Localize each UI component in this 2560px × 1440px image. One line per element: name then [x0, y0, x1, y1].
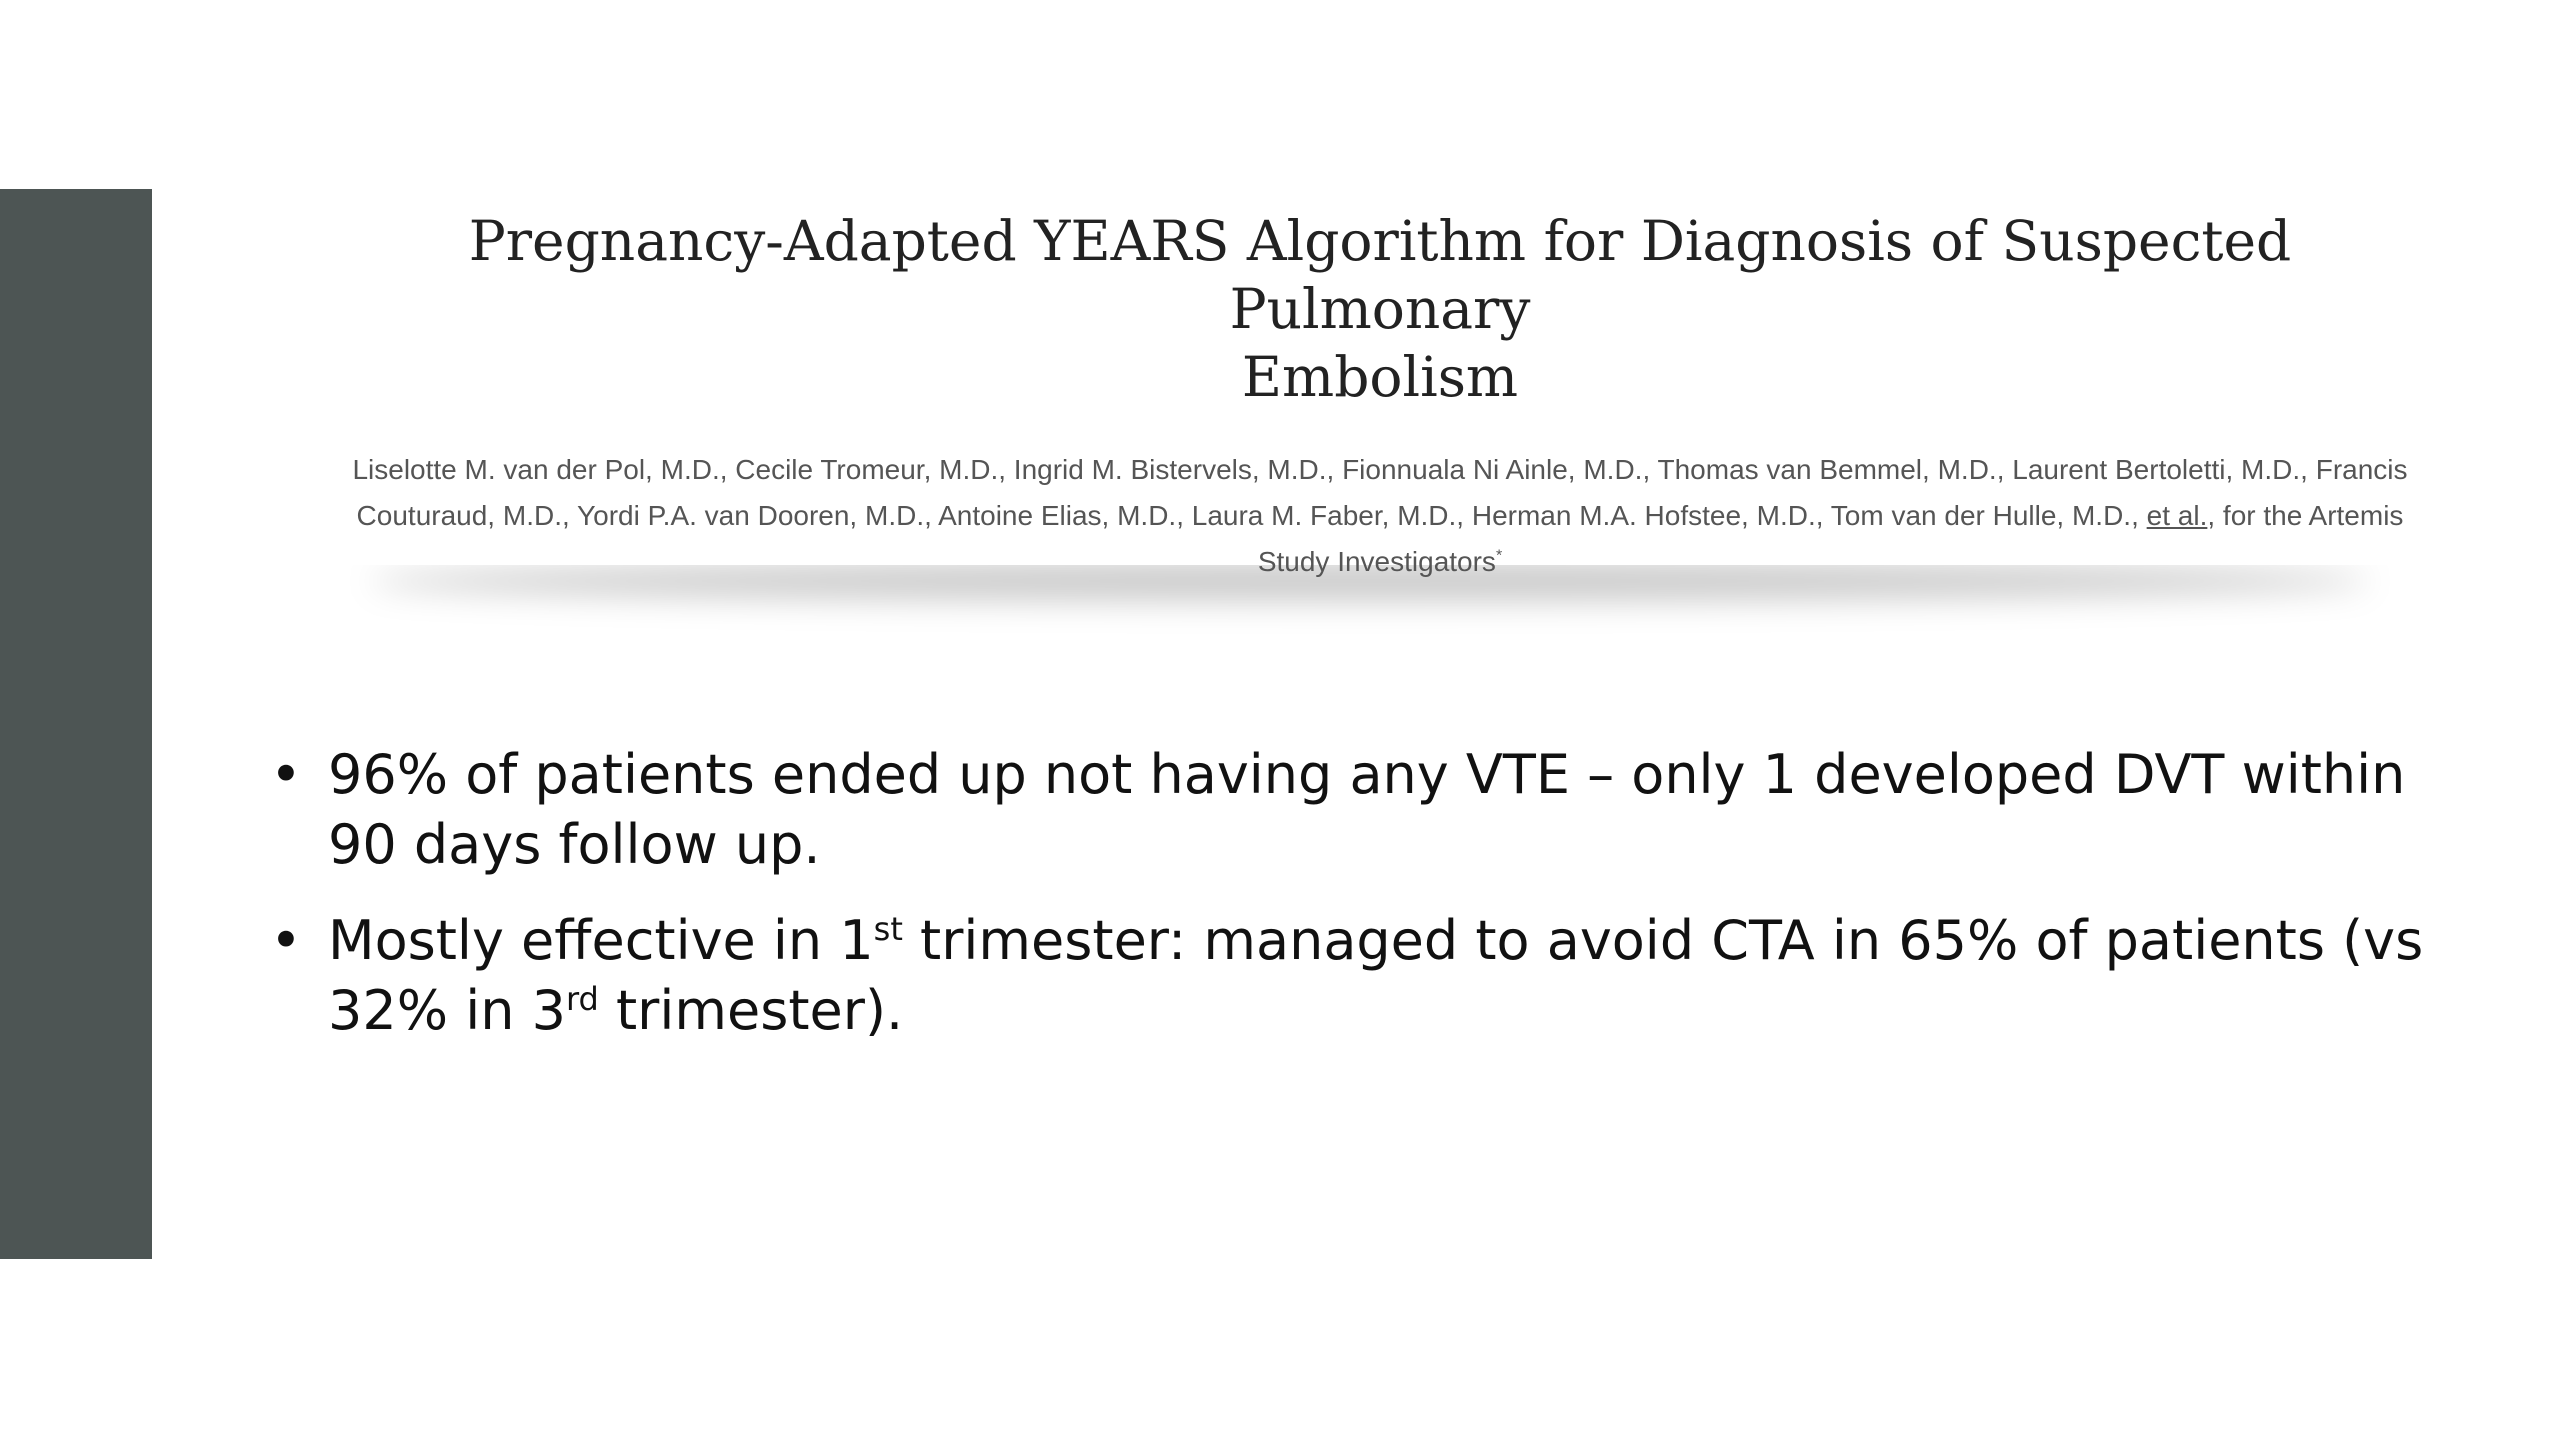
bullet-item-vte: [270, 740, 2450, 880]
superscript-st: st: [873, 910, 903, 948]
et-al-link[interactable]: et al.: [2146, 500, 2208, 531]
bullet-item-trimester: [270, 906, 2450, 1046]
bullet-text-part2: trimester: managed to avoid CTA in 65% of patients (vs 32% in 3: [328, 909, 2424, 1042]
article-title-line2: Embolism: [1241, 345, 1519, 409]
article-clipping: [310, 195, 2450, 577]
authors-tail: , for the Artemis Study Investigators: [1257, 500, 2404, 577]
bullet-dot: •: [270, 743, 302, 806]
side-accent-bar: [0, 189, 152, 1259]
bullet-text-part1: Mostly effective in 1: [328, 909, 874, 972]
article-title-line1: Pregnancy-Adapted YEARS Algorithm for Diagnosis of Suspected Pulmonary: [468, 209, 2292, 341]
bullet-text-part3: trimester).: [598, 979, 904, 1042]
authors-list: Liselotte M. van der Pol, M.D., Cecile Tromeur, M.D., Ingrid M. Bistervels, M.D., Fionnuala Ni Ainle, M.D., Thomas van Bemmel, M.D., Laurent Bertoletti, M.D., Francis Couturaud, M.D., Yordi P.A. van Dooren, M.D., Antoine Elias, M.D., Laura M. Faber, M.D., Herman M.A. Hofstee, M.D., Tom van der Hulle, M.D.,: [352, 454, 2408, 531]
superscript-rd: rd: [565, 980, 599, 1018]
bullet-list: [270, 740, 2450, 1072]
article-authors: [330, 447, 2430, 585]
article-title: [310, 195, 2450, 411]
bullet-dot: •: [270, 909, 302, 972]
bullet-text: 96% of patients ended up not having any VTE – only 1 developed DVT within 90 days follow up.: [328, 743, 2406, 876]
authors-asterisk: *: [1495, 547, 1503, 565]
